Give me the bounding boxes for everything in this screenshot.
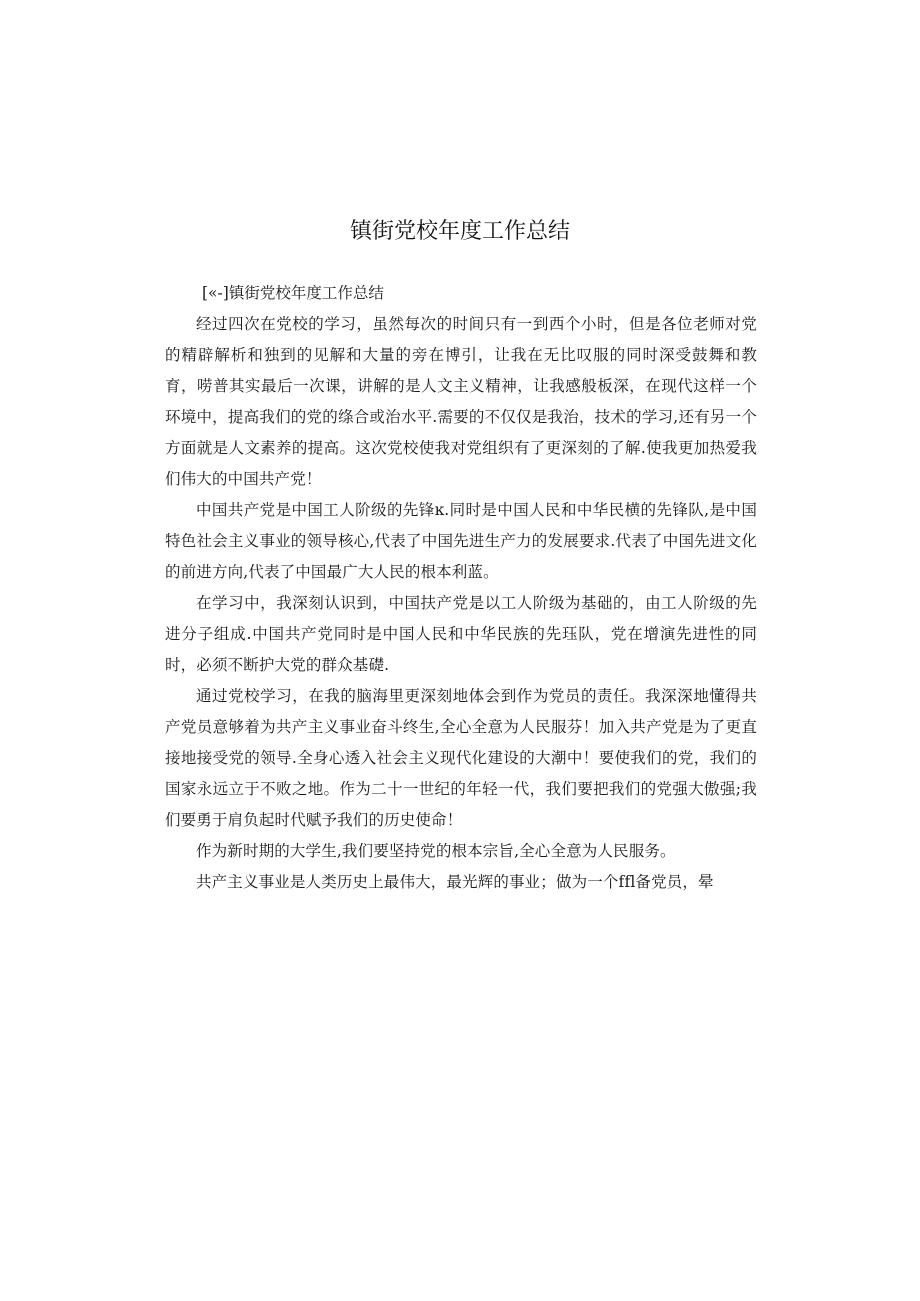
section-subheading: [«-]镇街党校年度工作总结 [202, 284, 384, 302]
paragraph: 共产主义事业是人类历史上最伟大，最光辉的事业；做为一个ffl备党员，晕 [196, 873, 714, 891]
document-title: 镇街党校年度工作总结 [349, 219, 570, 244]
paragraph: 中国共产党是中国工人阶级的先锋ĸ.同时是中国人民和中华民横的先锋队,是中国特色社会主义事业的领导核心,代表了中国先进生产力的发展要求.代表了中国先进文化的前进方向,代表了中国最广大人民的根本利蓝。 [165, 501, 757, 581]
document-body [165, 280, 757, 898]
paragraph: 通过党校学习，在我的脑海里更深刻地体会到作为党员的责任。我深深地懂得共产党员意够着为共产主义事业奋斗终生,全心全意为人民服芬！加入共产党是为了更直接地接受党的领导.全身心透入社会主义现代化建设的大潮中！要使我们的党，我们的国家永远立于不败之地。作为二十一世纪的年轻一代，我们要把我们的党强大傲强;我们要勇于肩负起时代赋予我们的历史使命！ [165, 687, 757, 829]
paragraph: 作为新时期的大学生,我们要坚持党的根本宗旨,全心全意为人民服务。 [196, 842, 676, 860]
paragraph: 经过四次在党校的学习，虽然每次的时间只有一到西个小时，但是各位老师对党的精辟解析和独到的见解和大量的旁在博引，让我在无比叹服的同时深受鼓舞和教育，唠普其实最后一次课，讲解的是人文主义精神，让我感般板深，在现代这样一个环境中，提高我们的党的绦合或治水平.需要的不仅仅是我治，技术的学习,还有另一个方面就是人文素养的提高。这次党校使我对党组织有了更深刻的了解.使我更加热爱我们伟大的中国共产党！ [165, 315, 757, 488]
paragraph: 在学习中，我深刻认识到，中国扶产党是以工人阶级为基础的，由工人阶级的先进分子组成.中国共产党同时是中国人民和中华民族的先珏队，党在增演先进性的同时，必须不断护大党的群众基礎. [165, 594, 757, 674]
